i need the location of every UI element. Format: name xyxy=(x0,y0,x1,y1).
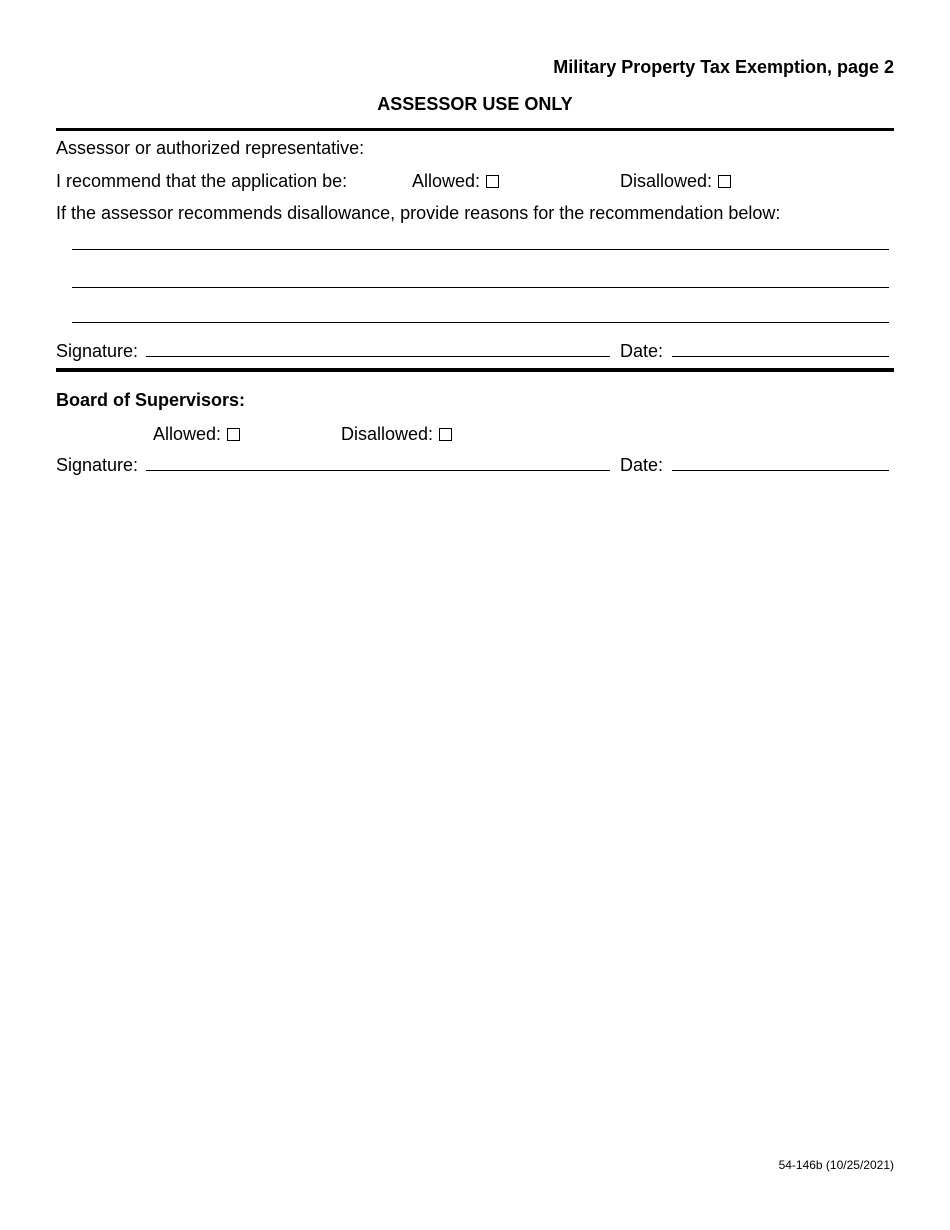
assessor-signature-label: Signature: xyxy=(56,341,139,361)
board-disallowed-label: Disallowed: xyxy=(341,424,434,444)
board-signature-line[interactable] xyxy=(146,470,610,471)
reason-line-1[interactable] xyxy=(72,249,889,250)
board-allowed-option[interactable] xyxy=(153,423,240,445)
assessor-section-title: ASSESSOR USE ONLY xyxy=(377,94,573,114)
assessor-date-line[interactable] xyxy=(672,356,889,357)
assessor-disallowed-label: Disallowed: xyxy=(620,171,713,191)
assessor-date-label: Date: xyxy=(620,341,664,361)
board-date-label: Date: xyxy=(620,455,664,475)
board-signature-label: Signature: xyxy=(56,455,139,475)
assessor-disallowed-option[interactable] xyxy=(620,170,731,192)
assessor-representative-label: Assessor or authorized representative: xyxy=(56,138,365,158)
recommend-label: I recommend that the application be: xyxy=(56,171,348,191)
board-disallowed-option[interactable] xyxy=(341,423,452,445)
reason-line-2[interactable] xyxy=(72,287,889,288)
board-disallowed-checkbox[interactable] xyxy=(439,428,452,441)
board-allowed-checkbox[interactable] xyxy=(227,428,240,441)
form-number: 54-146b (10/25/2021) xyxy=(778,1158,894,1172)
assessor-allowed-checkbox[interactable] xyxy=(486,175,499,188)
reason-line-3[interactable] xyxy=(72,322,889,323)
assessor-disallowed-checkbox[interactable] xyxy=(718,175,731,188)
board-date-line[interactable] xyxy=(672,470,889,471)
board-allowed-label: Allowed: xyxy=(153,424,222,444)
assessor-allowed-option[interactable] xyxy=(412,170,499,192)
section-top-divider xyxy=(56,128,894,131)
disallowance-reasons-prompt: If the assessor recommends disallowance, provide reasons for the recommendation below: xyxy=(56,203,781,223)
page-header-title: Military Property Tax Exemption, page 2 xyxy=(553,57,894,77)
assessor-allowed-label: Allowed: xyxy=(412,171,481,191)
section-middle-divider xyxy=(56,368,894,372)
board-section-title: Board of Supervisors: xyxy=(56,390,246,410)
assessor-signature-line[interactable] xyxy=(146,356,610,357)
